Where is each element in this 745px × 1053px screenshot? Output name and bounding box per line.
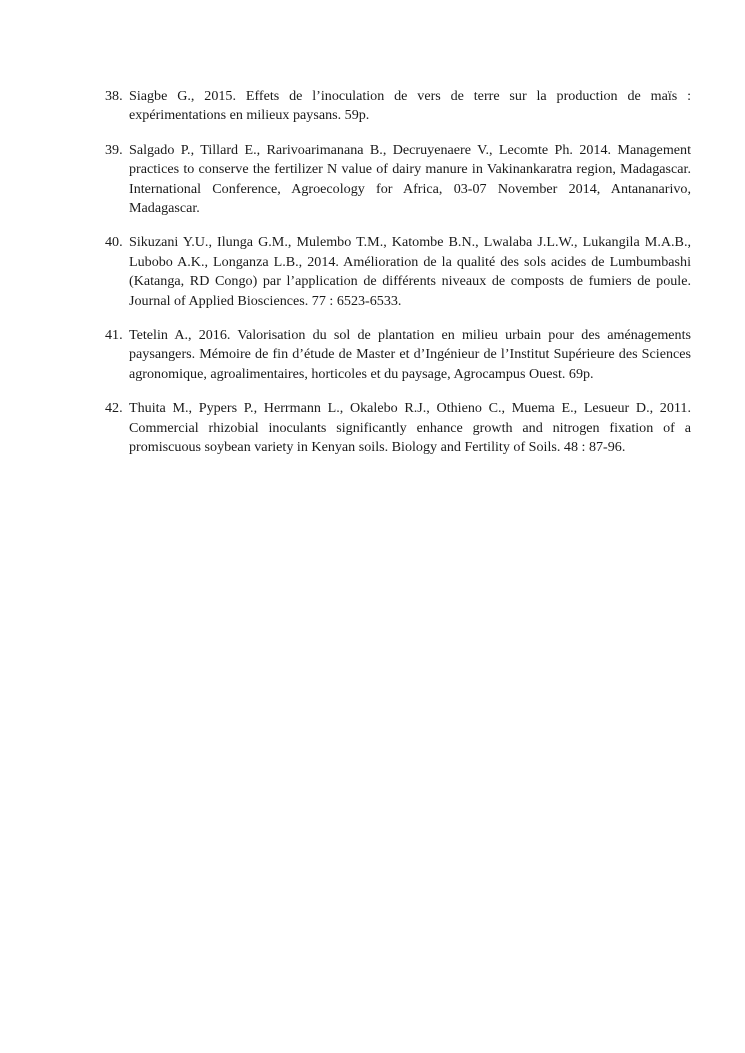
reference-text: Salgado P., Tillard E., Rarivoarimanana B., Decruyenaere V., Lecomte Ph. 2014. Management practices to conserve the fertilizer N value of dairy manure in Vakinankaratra region, Madagascar. International Conference, Agroecology for Africa, 03-07 November 2014, Antananarivo, Madagascar.: [129, 141, 691, 217]
reference-number: 41.: [105, 327, 123, 344]
reference-number: 42.: [105, 400, 123, 417]
reference-item: [105, 87, 691, 126]
reference-text: Thuita M., Pypers P., Herrmann L., Okalebo R.J., Othieno C., Muema E., Lesueur D., 2011. Commercial rhizobial inoculants significantly enhance growth and nitrogen fixation of a promiscuous soybean variety in Kenyan soils. Biology and Fertility of Soils. 48 : 87-96.: [129, 400, 691, 456]
reference-number: 38.: [105, 88, 123, 104]
reference-text: Siagbe G., 2015. Effets de l’inoculation de vers de terre sur la production de maïs : expérimentations en milieux paysans. 59p.: [129, 88, 691, 124]
reference-text: Tetelin A., 2016. Valorisation du sol de plantation en milieu urbain pour des aménagements paysangers. Mémoire de fin d’étude de Master et d’Ingénieur de l’Institut Supérieure des Sciences agronomique, agroalimentaires, horticoles et du paysage, Agrocampus Ouest. 69p.: [129, 327, 691, 382]
reference-item: [105, 399, 691, 457]
reference-number: 39.: [105, 141, 123, 158]
reference-item: [105, 141, 691, 219]
reference-item: [105, 326, 691, 384]
reference-number: 40.: [105, 234, 123, 251]
reference-list: [105, 87, 691, 473]
reference-text: Sikuzani Y.U., Ilunga G.M., Mulembo T.M., Katombe B.N., Lwalaba J.L.W., Lukangila M.A.B., Lubobo A.K., Longanza L.B., 2014. Amélioration de la qualité des sols acides de Lumbumbashi (Katanga, RD Congo) par l’application de différents niveaux de composts de fumiers de poule. Journal of Applied Biosciences. 77 : 6523-6533.: [129, 234, 691, 309]
reference-item: [105, 233, 691, 311]
